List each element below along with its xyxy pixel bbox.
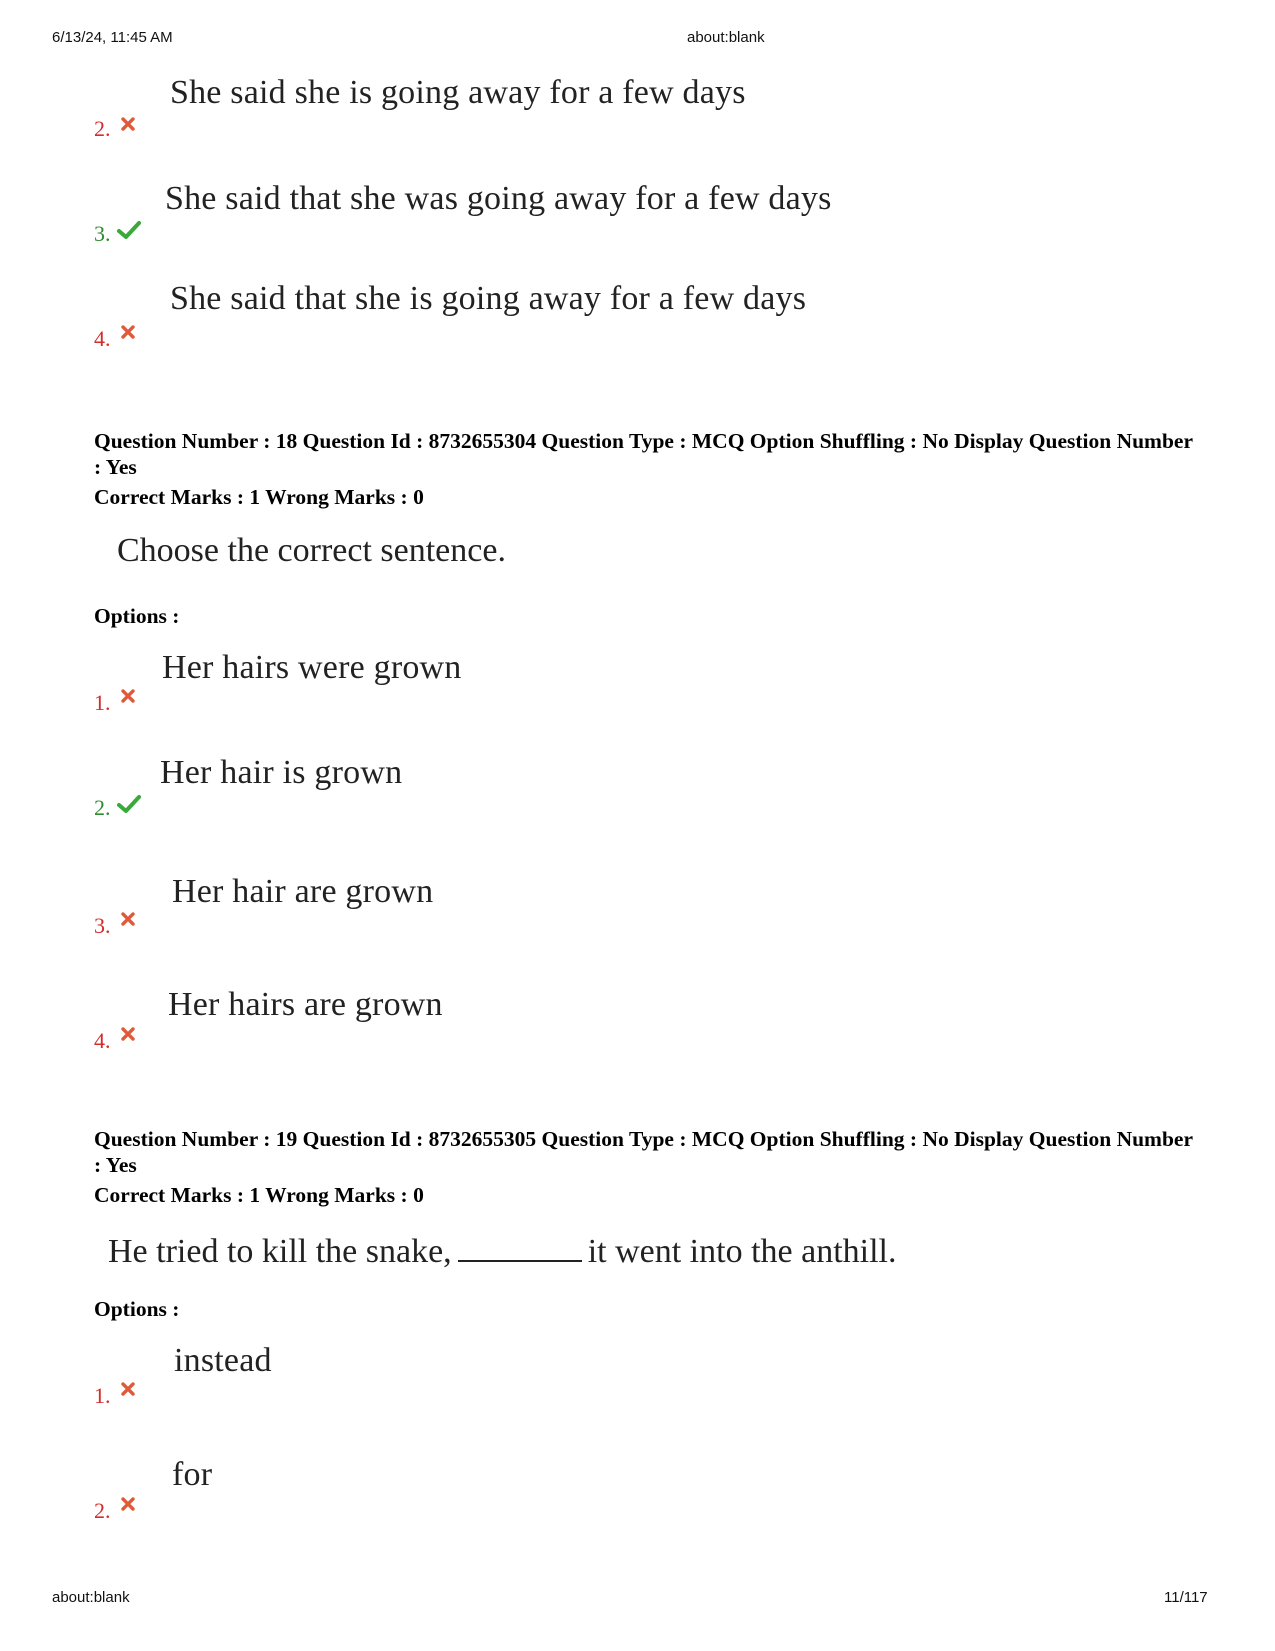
option-text: Her hairs are grown	[168, 986, 443, 1023]
question-marks: Correct Marks : 1 Wrong Marks : 0	[94, 485, 424, 509]
options-label: Options :	[94, 1297, 180, 1321]
question-meta: Question Number : 19 Question Id : 8732655305 Question Type : MCQ Option Shuffling : No Display Question Number : Yes	[94, 1127, 1193, 1177]
option-number: 4.	[94, 326, 111, 351]
print-datetime: 6/13/24, 11:45 AM	[52, 29, 173, 46]
option-text: Her hair are grown	[172, 873, 434, 910]
question-text	[108, 1232, 896, 1271]
option-text: Her hairs were grown	[162, 649, 462, 686]
cross-icon	[120, 1026, 136, 1047]
option-number: 3.	[94, 913, 111, 938]
cross-icon	[120, 324, 136, 345]
option-number: 3.	[94, 221, 111, 246]
question-text-after: it went into the anthill.	[587, 1233, 897, 1270]
option-number: 2.	[94, 1498, 111, 1523]
option-number: 1.	[94, 690, 111, 715]
question-meta: Question Number : 18 Question Id : 8732655304 Question Type : MCQ Option Shuffling : No Display Question Number : Yes	[94, 429, 1193, 479]
cross-icon	[120, 116, 136, 137]
cross-icon	[120, 1496, 136, 1517]
cross-icon	[120, 688, 136, 709]
check-icon	[117, 220, 141, 245]
option-number: 2.	[94, 795, 111, 820]
option-text: She said she is going away for a few days	[170, 74, 746, 111]
option-number: 1.	[94, 1383, 111, 1408]
check-icon	[117, 794, 141, 819]
fill-in-blank	[458, 1232, 582, 1262]
cross-icon	[120, 911, 136, 932]
page-number: 11/117	[1164, 1589, 1208, 1606]
options-label: Options :	[94, 604, 180, 628]
question-text-before: He tried to kill the snake,	[108, 1233, 452, 1270]
option-text: She said that she was going away for a few days	[165, 180, 832, 217]
option-number: 4.	[94, 1028, 111, 1053]
option-text: instead	[174, 1342, 272, 1379]
print-url: about:blank	[687, 29, 765, 46]
option-text: She said that she is going away for a few days	[170, 280, 807, 317]
question-text: Choose the correct sentence.	[117, 532, 506, 569]
option-number: 2.	[94, 116, 111, 141]
option-text: Her hair is grown	[160, 754, 403, 791]
cross-icon	[120, 1381, 136, 1402]
question-marks: Correct Marks : 1 Wrong Marks : 0	[94, 1183, 424, 1207]
footer-url: about:blank	[52, 1589, 130, 1606]
option-text: for	[172, 1456, 213, 1493]
